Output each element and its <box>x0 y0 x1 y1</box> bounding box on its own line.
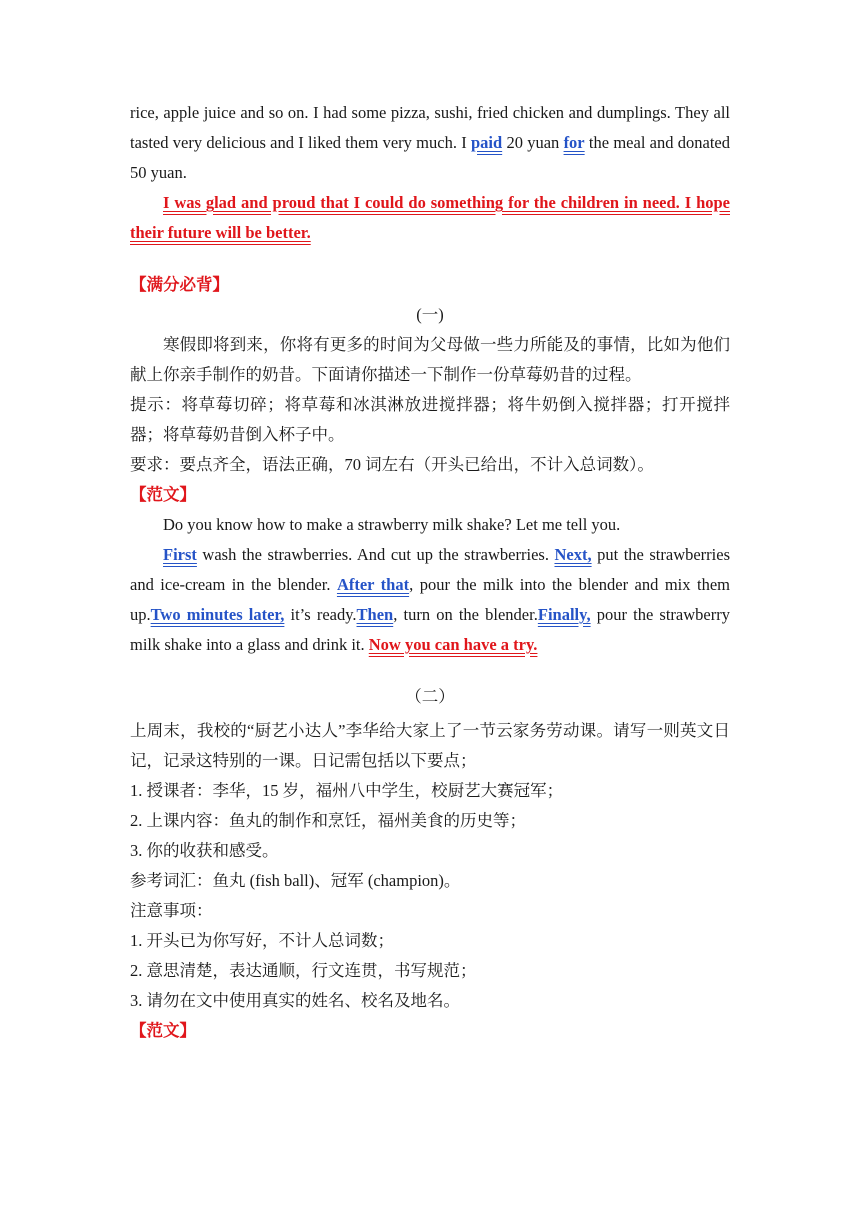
essay-text: , pour the milk into the blender and mix them up. <box>130 575 730 624</box>
part2-note: 2. 意思清楚，表达通顺，行文连贯，书写规范； <box>130 961 477 980</box>
part2-model-label: 【范文】 <box>130 1021 196 1040</box>
part2-note: 3. 请勿在文中使用真实的姓名、校名及地名。 <box>130 991 460 1010</box>
part1-opening: Do you know how to make a strawberry milk shake? Let me tell you. <box>163 515 621 534</box>
part2-number: （二） <box>405 687 455 706</box>
passage-text: rice, apple juice and so on. I had some pizza, sushi, fried chicken and dumplings. They all tasted very delicious and I liked them very much. I <box>130 103 730 152</box>
part2-point: 2. 上课内容：鱼丸的制作和烹饪，福州美食的历史等； <box>130 811 526 830</box>
highlight-paid: paid <box>470 133 503 152</box>
part2-prompt: 上周末，我校的“厨艺小达人”李华给大家上了一节云家务劳动课。请写一则英文日记，记录这特别的一课。日记需包括以下要点； <box>130 721 730 770</box>
essay-text: it’s ready. <box>284 605 357 624</box>
part2-point: 3. 你的收获和感受。 <box>130 841 279 860</box>
essay-text: put the strawberries and ice-cream in the blender. <box>130 545 731 594</box>
part1-hint: 提示：将草莓切碎；将草莓和冰淇淋放进搅拌器；将牛奶倒入搅拌器；打开搅拌器；将草莓奶昔倒入杯子中。 <box>130 395 730 444</box>
part2-point: 1. 授课者：李华，15 岁，福州八中学生，校厨艺大赛冠军； <box>130 781 564 800</box>
essay-ending: Now you can have a try. <box>368 635 538 654</box>
passage-text: the meal and donated 50 yuan. <box>130 133 730 182</box>
transition-next: Next, <box>554 545 592 564</box>
spacer <box>130 248 730 270</box>
transition-after-that: After that <box>336 575 410 594</box>
part1-essay <box>130 540 730 660</box>
part2-vocab: 参考词汇：鱼丸 (fish ball)、冠军 (champion)。 <box>130 871 461 890</box>
passage-ending: I was glad and proud that I could do something for the children in need. I hope their future will be better. <box>130 193 730 242</box>
essay-text: wash the strawberries. And cut up the strawberries. <box>196 545 555 564</box>
part2-notes-title: 注意事项： <box>130 901 213 920</box>
passage-text: 20 yuan <box>502 133 564 152</box>
transition-two-minutes-later: Two minutes later, <box>150 605 285 624</box>
part1-number: (一) <box>416 305 444 324</box>
document-content <box>130 98 730 1046</box>
essay-text: pour the strawberry milk shake into a glass and drink it. <box>130 605 730 654</box>
section-title: 【满分必背】 <box>130 275 229 294</box>
transition-then: Then <box>356 605 394 624</box>
top-passage <box>130 98 730 188</box>
transition-first: First <box>163 545 197 564</box>
part1-requirement: 要求：要点齐全，语法正确，70 词左右（开头已给出，不计入总词数）。 <box>130 455 654 474</box>
part2-note: 1. 开头已为你写好，不计人总词数； <box>130 931 394 950</box>
part1-prompt: 寒假即将到来，你将有更多的时间为父母做一些力所能及的事情，比如为他们献上你亲手制作的奶昔。下面请你描述一下制作一份草莓奶昔的过程。 <box>130 335 730 384</box>
highlight-for: for <box>563 133 585 152</box>
essay-text: , turn on the blender. <box>393 605 538 624</box>
transition-finally: Finally, <box>537 605 591 624</box>
part1-model-label: 【范文】 <box>130 485 196 504</box>
spacer <box>130 660 730 682</box>
